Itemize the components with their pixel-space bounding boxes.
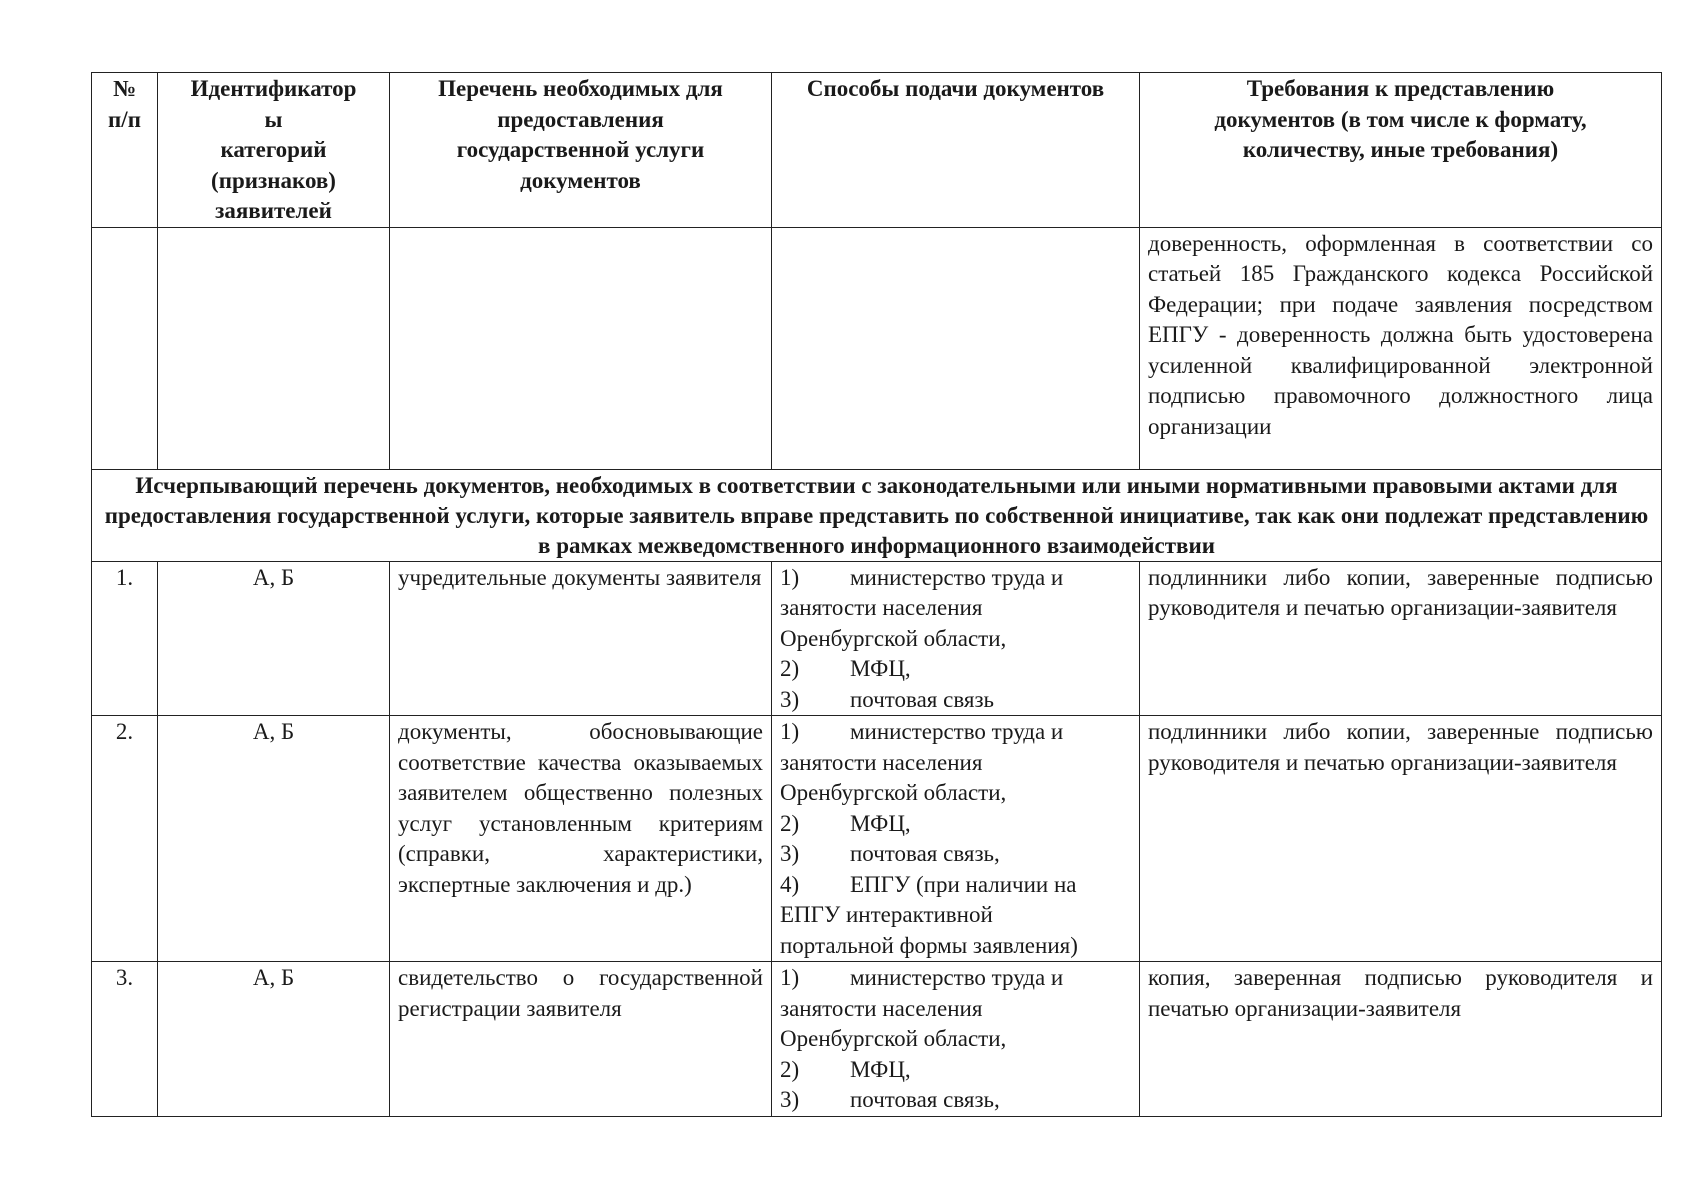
header-line: категорий: [220, 137, 327, 162]
header-line: Идентификатор: [190, 76, 357, 101]
row-methods: [772, 962, 1140, 1117]
method-text: Оренбургской области,: [780, 780, 1007, 805]
header-line: документов: [520, 167, 641, 193]
method-text: занятости населения: [780, 595, 983, 620]
method-item: [780, 624, 1131, 655]
method-item: [780, 963, 1131, 994]
header-line: Способы подачи документов: [806, 76, 1105, 101]
header-line: №: [112, 76, 137, 101]
method-item: [780, 593, 1131, 624]
header-line: заявителей: [215, 198, 332, 223]
row-category: А, Б: [158, 716, 390, 962]
method-text: занятости населения: [780, 749, 983, 775]
header-documents-list: [390, 73, 772, 228]
header-line: Требования к представлению: [1246, 76, 1555, 101]
header-submission-methods: [772, 73, 1140, 228]
method-item: [780, 685, 1131, 716]
row-methods: [772, 561, 1140, 716]
method-item: [780, 994, 1131, 1025]
row-document: документы, обосновывающие соответствие качества оказываемых заявителем общественно полезных услуг установленным критериям (справки, характеристики, экспертные заключения и др.): [390, 716, 772, 962]
empty-cell: [390, 227, 772, 469]
method-item: [780, 717, 1131, 748]
table-row: [92, 716, 1662, 962]
method-number: 2): [780, 810, 800, 836]
method-text: Оренбургской области,: [780, 625, 1007, 651]
documents-table: [91, 72, 1662, 1117]
method-item: [780, 839, 1131, 870]
method-number: 3): [780, 686, 800, 712]
method-number: 1): [780, 965, 800, 990]
row-methods: [772, 716, 1140, 962]
section-title-row: [92, 469, 1662, 561]
table-row: [92, 561, 1662, 716]
method-item: [780, 931, 1131, 962]
method-text: почтовая связь,: [850, 1087, 1000, 1112]
row-requirements: подлинники либо копии, заверенные подписью руководителя и печатью организации-заявителя: [1140, 561, 1662, 716]
row-document: учредительные документы заявителя: [390, 561, 772, 716]
method-item: [780, 778, 1131, 809]
method-text: занятости населения: [780, 995, 983, 1021]
method-item: [780, 1055, 1131, 1086]
header-number: [92, 73, 158, 228]
method-number: 4): [780, 871, 800, 897]
method-item: [780, 870, 1131, 901]
method-number: 1): [780, 719, 800, 744]
method-text: министерство труда и: [850, 564, 1064, 590]
section-title: Исчерпывающий перечень документов, необходимых в соответствии с законодательными или иными нормативными правовыми актами для предоставления государственной услуги, которые заявитель вправе представить по собственной инициативе, так как они подлежат представлению в рамках межведомственного информационного взаимодействии: [92, 469, 1662, 561]
method-item: [780, 654, 1131, 685]
row-category: А, Б: [158, 561, 390, 716]
method-item: [780, 563, 1131, 594]
method-text: почтовая связь,: [850, 841, 1000, 866]
row-number: 3.: [92, 962, 158, 1117]
method-text: ЕПГУ интерактивной: [780, 902, 993, 927]
row-number: 2.: [92, 716, 158, 962]
empty-cell: [772, 227, 1140, 469]
header-line: (признаков): [211, 167, 336, 193]
method-number: 2): [780, 1056, 800, 1082]
method-text: ЕПГУ (при наличии на: [850, 871, 1077, 897]
method-item: [780, 1085, 1131, 1116]
method-number: 1): [780, 564, 800, 590]
header-applicant-categories: [158, 73, 390, 228]
header-line: предоставления: [497, 106, 664, 132]
continuation-requirements: доверенность, оформленная в соответствии со статьей 185 Гражданского кодекса Российской Федерации; при подаче заявления посредством ЕПГУ - доверенность должна быть удостоверена усиленной квалифицированной электронной подписью правомочного должностного лица организации: [1140, 227, 1662, 469]
row-number: 1.: [92, 561, 158, 716]
table-row: [92, 962, 1662, 1117]
row-document: свидетельство о государственной регистрации заявителя: [390, 962, 772, 1117]
header-line: Перечень необходимых для: [438, 76, 723, 101]
empty-cell: [158, 227, 390, 469]
method-text: МФЦ,: [850, 1056, 911, 1082]
header-requirements: [1140, 73, 1662, 228]
header-line: государственной услуги: [456, 137, 705, 162]
method-text: министерство труда и: [850, 719, 1064, 744]
header-line: п/п: [108, 106, 141, 132]
row-requirements: копия, заверенная подписью руководителя и печатью организации-заявителя: [1140, 962, 1662, 1117]
method-item: [780, 900, 1131, 931]
method-text: портальной формы заявления): [780, 932, 1078, 958]
method-text: почтовая связь: [850, 686, 995, 712]
method-item: [780, 809, 1131, 840]
method-text: МФЦ,: [850, 656, 911, 681]
method-text: МФЦ,: [850, 810, 911, 836]
table-row-continuation: [92, 227, 1662, 469]
method-number: 3): [780, 841, 800, 866]
method-text: министерство труда и: [850, 965, 1064, 990]
method-item: [780, 748, 1131, 779]
method-number: 3): [780, 1087, 800, 1112]
header-line: количеству, иные требования): [1242, 137, 1559, 162]
header-line: документов (в том числе к формату,: [1214, 106, 1587, 132]
empty-cell: [92, 227, 158, 469]
row-requirements: подлинники либо копии, заверенные подписью руководителя и печатью организации-заявителя: [1140, 716, 1662, 962]
header-line: ы: [264, 106, 283, 132]
row-category: А, Б: [158, 962, 390, 1117]
method-item: [780, 1024, 1131, 1055]
method-number: 2): [780, 656, 800, 681]
table-header-row: [92, 73, 1662, 228]
method-text: Оренбургской области,: [780, 1026, 1007, 1051]
